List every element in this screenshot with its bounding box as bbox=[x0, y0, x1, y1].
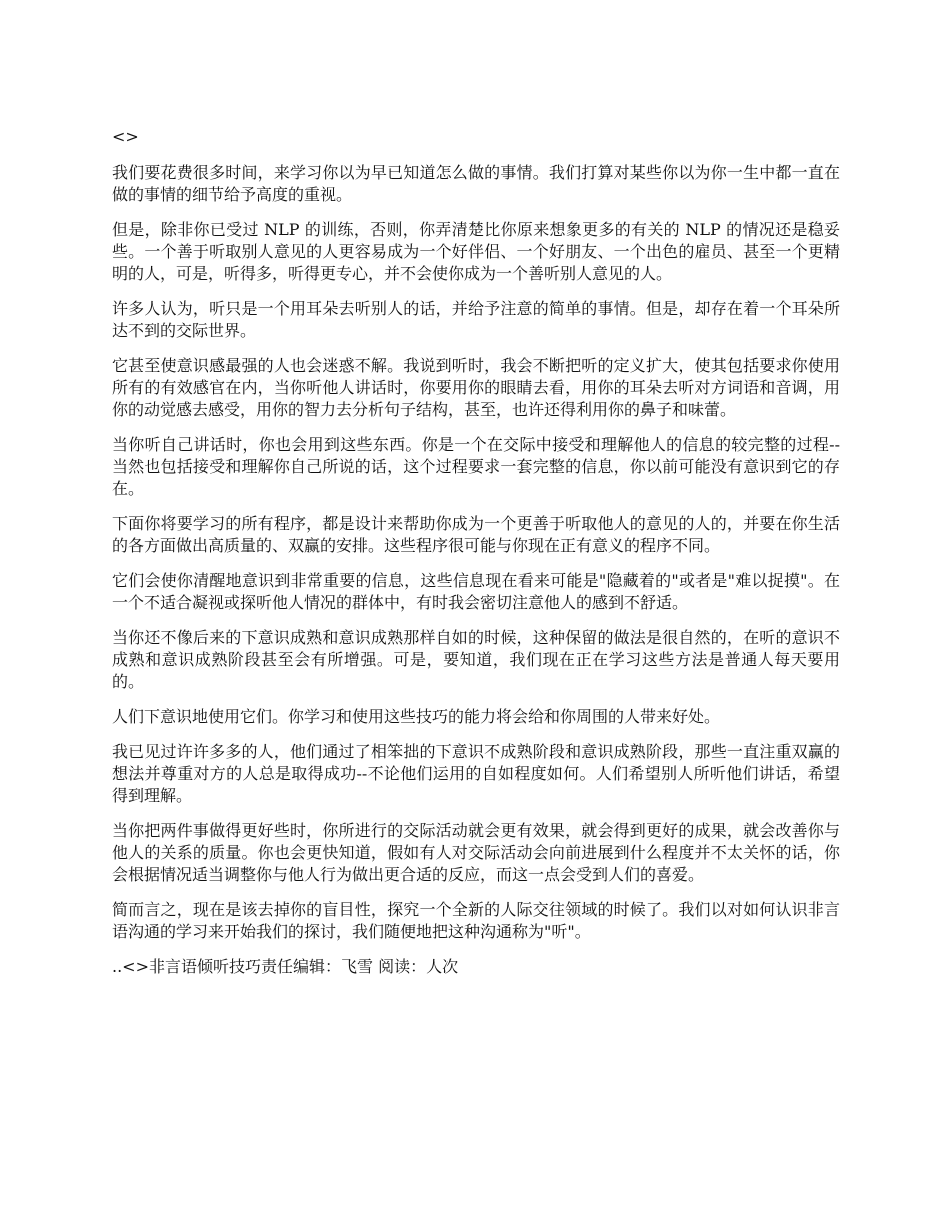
document-body bbox=[112, 126, 840, 991]
top-marker: <> bbox=[112, 127, 139, 146]
paragraph-9: 人们下意识地使用它们。你学习和使用这些技巧的能力将会给和你周围的人带来好处。 bbox=[112, 707, 721, 726]
paragraph-4: 它甚至使意识感最强的人也会迷惑不解。我说到听时，我会不断把听的定义扩大，使其包括要求你使用所有的有效感官在内，当你听他人讲话时，你要用你的眼睛去看，用你的耳朵去听对方词语和音调，用你的动觉感去感受，用你的智力去分析句子结构，甚至，也许还得利用你的鼻子和味蕾。 bbox=[112, 356, 840, 419]
paragraph-10: 我已见过许许多多的人，他们通过了相笨拙的下意识不成熟阶段和意识成熟阶段，那些一直注重双赢的想法并尊重对方的人总是取得成功--不论他们运用的自如程度如何。人们希望别人所听他们讲话，希望得到理解。 bbox=[112, 742, 840, 805]
paragraph-7: 它们会使你清醒地意识到非常重要的信息，这些信息现在看来可能是"隐藏着的"或者是"难以捉摸"。在一个不适合凝视或探听他人情况的群体中，有时我会密切注意他人的感到不舒适。 bbox=[112, 571, 840, 612]
paragraph-12: 简而言之，现在是该去掉你的盲目性，探究一个全新的人际交往领域的时候了。我们以对如何认识非言语沟通的学习来开始我们的探讨，我们随便地把这种沟通称为"听"。 bbox=[112, 900, 840, 941]
paragraph-6: 下面你将要学习的所有程序，都是设计来帮助你成为一个更善于听取他人的意见的人的，并要在你生活的各方面做出高质量的、双赢的安排。这些程序很可能与你现在正有意义的程序不同。 bbox=[112, 514, 840, 555]
paragraph-3: 许多人认为，听只是一个用耳朵去听别人的话，并给予注意的简单的事情。但是，却存在着一个耳朵所达不到的交际世界。 bbox=[112, 299, 840, 340]
paragraph-2: 但是，除非你已受过 NLP 的训练，否则，你弄清楚比你原来想象更多的有关的 NLP 的情况还是稳妥些。一个善于听取别人意见的人更容易成为一个好伴侣、一个好朋友、一个出色的雇员、甚至一个更精明的人，可是，听得多，听得更专心，并不会使你成为一个善听别人意见的人。 bbox=[112, 220, 840, 283]
footer-line: ..<>非言语倾听技巧责任编辑：飞雪 阅读：人次 bbox=[112, 957, 459, 976]
paragraph-11: 当你把两件事做得更好些时，你所进行的交际活动就会更有效果，就会得到更好的成果，就会改善你与他人的关系的质量。你也会更快知道，假如有人对交际活动会向前进展到什么程度并不太关怀的话，你会根据情况适当调整你与他人行为做出更合适的反应，而这一点会受到人们的喜爱。 bbox=[112, 821, 840, 884]
paragraph-1: 我们要花费很多时间，来学习你以为早已知道怎么做的事情。我们打算对某些你以为你一生中都一直在做的事情的细节给予高度的重视。 bbox=[112, 163, 840, 204]
paragraph-5: 当你听自己讲话时，你也会用到这些东西。你是一个在交际中接受和理解他人的信息的较完整的过程--当然也包括接受和理解你自己所说的话，这个过程要求一套完整的信息，你以前可能没有意识到它的存在。 bbox=[112, 435, 840, 498]
paragraph-8: 当你还不像后来的下意识成熟和意识成熟那样自如的时候，这种保留的做法是很自然的，在听的意识不成熟和意识成熟阶段甚至会有所增强。可是，要知道，我们现在正在学习这些方法是普通人每天要用的。 bbox=[112, 628, 840, 691]
